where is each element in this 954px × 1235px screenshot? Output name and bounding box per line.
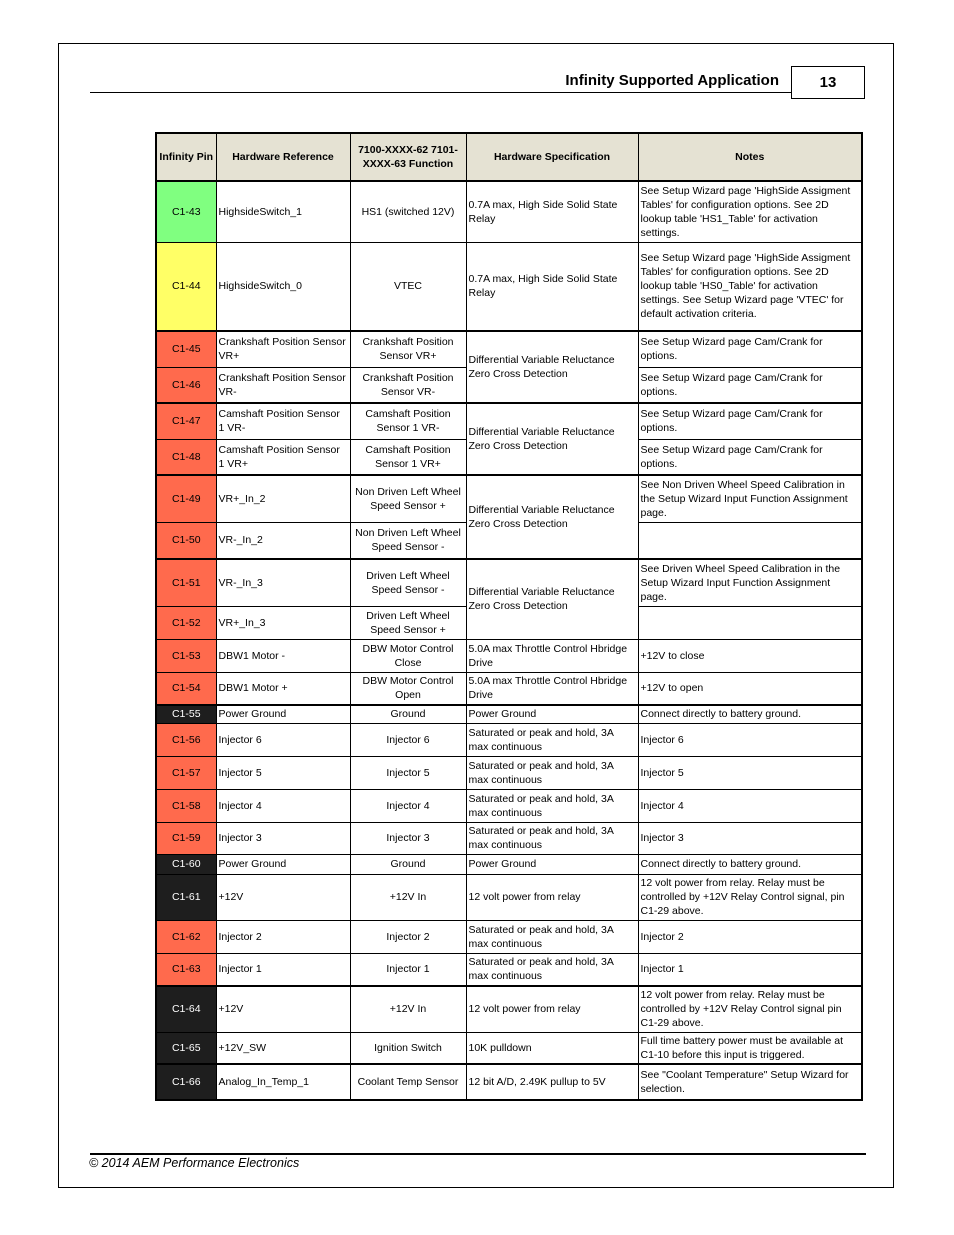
function-cell: Driven Left Wheel Speed Sensor - (350, 559, 466, 606)
hardware-reference-cell: VR-_In_3 (216, 559, 350, 606)
notes-cell: Connect directly to battery ground. (638, 854, 862, 874)
table-row (156, 559, 862, 606)
hardware-reference-cell: Injector 5 (216, 756, 350, 789)
table-row (156, 1032, 862, 1064)
table-row (156, 403, 862, 439)
hardware-reference-cell: DBW1 Motor - (216, 639, 350, 672)
notes-cell: See Driven Wheel Speed Calibration in the Setup Wizard Input Function Assignment page. (638, 559, 862, 606)
specification-cell: Saturated or peak and hold, 3A max continuous (466, 789, 638, 822)
specification-cell: Saturated or peak and hold, 3A max continuous (466, 822, 638, 854)
pin-cell: C1-59 (156, 822, 216, 854)
specification-cell: 12 bit A/D, 2.49K pullup to 5V (466, 1064, 638, 1100)
notes-cell: See Non Driven Wheel Speed Calibration in the Setup Wizard Input Function Assignment page. (638, 475, 862, 522)
notes-cell: See Setup Wizard page Cam/Crank for options. (638, 331, 862, 367)
specification-cell: Differential Variable Reluctance Zero Cross Detection (466, 559, 638, 639)
pin-cell: C1-62 (156, 920, 216, 953)
function-cell: Non Driven Left Wheel Speed Sensor + (350, 475, 466, 522)
notes-cell: Injector 5 (638, 756, 862, 789)
pinout-table (155, 132, 863, 1101)
footer-copyright: © 2014 AEM Performance Electronics (89, 1156, 300, 1170)
pin-cell: C1-54 (156, 672, 216, 705)
function-cell: Camshaft Position Sensor 1 VR+ (350, 439, 466, 475)
hardware-reference-cell: Analog_In_Temp_1 (216, 1064, 350, 1100)
notes-cell: See Setup Wizard page Cam/Crank for options. (638, 439, 862, 475)
notes-cell: See Setup Wizard page 'HighSide Assigment Tables' for configuration options. See 2D lookup table 'HS1_Table' for activation settings. (638, 181, 862, 242)
hardware-reference-cell: +12V_SW (216, 1032, 350, 1064)
function-cell: HS1 (switched 12V) (350, 181, 466, 242)
hardware-reference-cell: VR+_In_2 (216, 475, 350, 522)
pin-cell: C1-56 (156, 723, 216, 756)
pin-cell: C1-45 (156, 331, 216, 367)
table-row (156, 181, 862, 242)
specification-cell: Differential Variable Reluctance Zero Cross Detection (466, 403, 638, 475)
table-row (156, 672, 862, 705)
hardware-reference-cell: Crankshaft Position Sensor VR- (216, 367, 350, 403)
function-cell: DBW Motor Control Open (350, 672, 466, 705)
notes-cell: Full time battery power must be available at C1-10 before this input is triggered. (638, 1032, 862, 1064)
hardware-reference-cell: VR-_In_2 (216, 522, 350, 559)
function-cell: Injector 1 (350, 953, 466, 986)
table-row (156, 1064, 862, 1100)
function-cell: Crankshaft Position Sensor VR- (350, 367, 466, 403)
column-header-function: 7100-XXXX-62 7101-XXXX-63 Function (350, 133, 466, 181)
column-header-pin: Infinity Pin (156, 133, 216, 181)
table-row (156, 986, 862, 1032)
table-row (156, 639, 862, 672)
notes-cell: +12V to open (638, 672, 862, 705)
pin-cell: C1-43 (156, 181, 216, 242)
notes-cell: See Setup Wizard page Cam/Crank for options. (638, 403, 862, 439)
function-cell: Injector 2 (350, 920, 466, 953)
column-header-hardware-reference: Hardware Reference (216, 133, 350, 181)
notes-cell: +12V to close (638, 639, 862, 672)
notes-cell: 12 volt power from relay. Relay must be controlled by +12V Relay Control signal, pin C1-29 above. (638, 874, 862, 920)
notes-cell: Injector 6 (638, 723, 862, 756)
table-row (156, 854, 862, 874)
table-row (156, 756, 862, 789)
specification-cell: 5.0A max Throttle Control Hbridge Drive (466, 639, 638, 672)
function-cell: +12V In (350, 986, 466, 1032)
notes-cell: 12 volt power from relay. Relay must be controlled by +12V Relay Control signal pin C1-29 above. (638, 986, 862, 1032)
function-cell: VTEC (350, 242, 466, 331)
table-row (156, 331, 862, 367)
function-cell: DBW Motor Control Close (350, 639, 466, 672)
pin-cell: C1-58 (156, 789, 216, 822)
hardware-reference-cell: HighsideSwitch_0 (216, 242, 350, 331)
hardware-reference-cell: VR+_In_3 (216, 606, 350, 639)
notes-cell: Injector 3 (638, 822, 862, 854)
pin-cell: C1-60 (156, 854, 216, 874)
notes-cell: Injector 1 (638, 953, 862, 986)
function-cell: Injector 5 (350, 756, 466, 789)
table-row (156, 705, 862, 723)
hardware-reference-cell: DBW1 Motor + (216, 672, 350, 705)
notes-cell: Connect directly to battery ground. (638, 705, 862, 723)
pin-cell: C1-49 (156, 475, 216, 522)
specification-cell: 10K pulldown (466, 1032, 638, 1064)
specification-cell: 0.7A max, High Side Solid State Relay (466, 181, 638, 242)
notes-cell: See "Coolant Temperature" Setup Wizard for selection. (638, 1064, 862, 1100)
pin-cell: C1-61 (156, 874, 216, 920)
table-row (156, 822, 862, 854)
hardware-reference-cell: Crankshaft Position Sensor VR+ (216, 331, 350, 367)
footer-rule (90, 1153, 866, 1155)
specification-cell: Saturated or peak and hold, 3A max continuous (466, 953, 638, 986)
function-cell: Driven Left Wheel Speed Sensor + (350, 606, 466, 639)
pin-cell: C1-57 (156, 756, 216, 789)
pin-cell: C1-55 (156, 705, 216, 723)
header-rule (90, 92, 792, 93)
page-number: 13 (791, 66, 865, 99)
hardware-reference-cell: Injector 4 (216, 789, 350, 822)
function-cell: Ground (350, 854, 466, 874)
specification-cell: Differential Variable Reluctance Zero Cross Detection (466, 475, 638, 559)
specification-cell: Differential Variable Reluctance Zero Cross Detection (466, 331, 638, 403)
function-cell: Injector 4 (350, 789, 466, 822)
function-cell: +12V In (350, 874, 466, 920)
function-cell: Coolant Temp Sensor (350, 1064, 466, 1100)
specification-cell: 5.0A max Throttle Control Hbridge Drive (466, 672, 638, 705)
notes-cell: See Setup Wizard page 'HighSide Assigment Tables' for configuration options. See 2D lookup table 'HS0_Table' for activation settings. See Setup Wizard page 'VTEC' for default activation criteria. (638, 242, 862, 331)
hardware-reference-cell: Injector 3 (216, 822, 350, 854)
pin-cell: C1-48 (156, 439, 216, 475)
pin-cell: C1-52 (156, 606, 216, 639)
notes-cell (638, 606, 862, 639)
table-row (156, 723, 862, 756)
notes-cell: Injector 2 (638, 920, 862, 953)
table-row (156, 874, 862, 920)
pin-cell: C1-64 (156, 986, 216, 1032)
specification-cell: Power Ground (466, 705, 638, 723)
specification-cell: Saturated or peak and hold, 3A max continuous (466, 920, 638, 953)
specification-cell: Power Ground (466, 854, 638, 874)
pin-cell: C1-53 (156, 639, 216, 672)
function-cell: Non Driven Left Wheel Speed Sensor - (350, 522, 466, 559)
function-cell: Injector 6 (350, 723, 466, 756)
notes-cell: See Setup Wizard page Cam/Crank for options. (638, 367, 862, 403)
pin-cell: C1-66 (156, 1064, 216, 1100)
hardware-reference-cell: Camshaft Position Sensor 1 VR+ (216, 439, 350, 475)
pin-cell: C1-65 (156, 1032, 216, 1064)
table-row (156, 242, 862, 331)
hardware-reference-cell: Injector 1 (216, 953, 350, 986)
table-row (156, 789, 862, 822)
hardware-reference-cell: Injector 2 (216, 920, 350, 953)
function-cell: Ground (350, 705, 466, 723)
hardware-reference-cell: Power Ground (216, 854, 350, 874)
hardware-reference-cell: Camshaft Position Sensor 1 VR- (216, 403, 350, 439)
hardware-reference-cell: Injector 6 (216, 723, 350, 756)
function-cell: Camshaft Position Sensor 1 VR- (350, 403, 466, 439)
notes-cell (638, 522, 862, 559)
table-row (156, 953, 862, 986)
column-header-specification: Hardware Specification (466, 133, 638, 181)
specification-cell: 0.7A max, High Side Solid State Relay (466, 242, 638, 331)
hardware-reference-cell: HighsideSwitch_1 (216, 181, 350, 242)
column-header-notes: Notes (638, 133, 862, 181)
hardware-reference-cell: +12V (216, 874, 350, 920)
function-cell: Crankshaft Position Sensor VR+ (350, 331, 466, 367)
page-header-title: Infinity Supported Application (565, 72, 779, 89)
function-cell: Ignition Switch (350, 1032, 466, 1064)
hardware-reference-cell: +12V (216, 986, 350, 1032)
table-row (156, 475, 862, 522)
specification-cell: Saturated or peak and hold, 3A max continuous (466, 723, 638, 756)
pin-cell: C1-44 (156, 242, 216, 331)
specification-cell: 12 volt power from relay (466, 986, 638, 1032)
pin-cell: C1-63 (156, 953, 216, 986)
pin-cell: C1-46 (156, 367, 216, 403)
hardware-reference-cell: Power Ground (216, 705, 350, 723)
pin-cell: C1-47 (156, 403, 216, 439)
specification-cell: Saturated or peak and hold, 3A max continuous (466, 756, 638, 789)
specification-cell: 12 volt power from relay (466, 874, 638, 920)
pin-cell: C1-50 (156, 522, 216, 559)
pin-cell: C1-51 (156, 559, 216, 606)
notes-cell: Injector 4 (638, 789, 862, 822)
table-row (156, 920, 862, 953)
function-cell: Injector 3 (350, 822, 466, 854)
